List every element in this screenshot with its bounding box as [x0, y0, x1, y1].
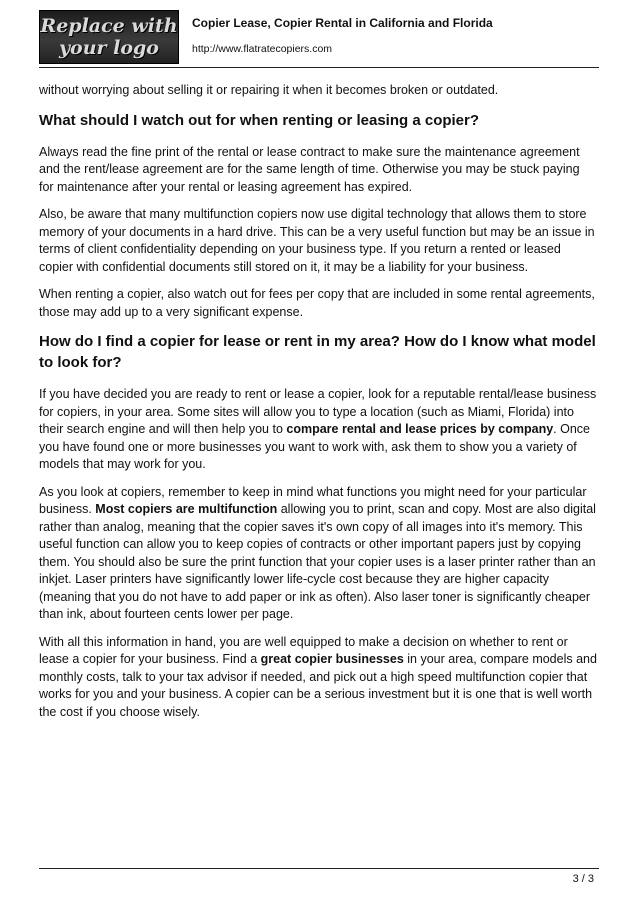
compare-prices-link[interactable]: compare rental and lease prices by company: [286, 422, 554, 436]
text-segment: in your area, compare models and monthly costs, talk to your tax advisor if needed, and pick out a high speed multifunction copier that works for you and your business. A copier can be a serious investment but it is one that is well worth the cost if you choose wisely.: [39, 652, 597, 719]
text-segment: If you have decided you are ready to rent or lease a copier, look for a reputable rental/lease business for copiers, in your area. Some sites will allow you to type a location (such as Miami, Florida) into their search engine and will then help you to: [39, 387, 597, 436]
text-segment: As you look at copiers, remember to keep in mind what functions you might need for your particular business.: [39, 484, 587, 516]
paragraph-conclusion: [39, 634, 597, 722]
text-segment: With all this information in hand, you are well equipped to make a decision on whether to rent or lease a copier for your business. Find a: [39, 634, 568, 666]
paragraph-digital-memory: Also, be aware that many multifunction copiers now use digital technology that allows them to store memory of your documents in a hard drive. This can be a very useful function but may be an issue in terms of client confidentiality depending on your business type. If you return a rented or leased copier with confidential documents still stored on it, it may be a liability for your business.: [39, 207, 595, 274]
document-body: [39, 82, 597, 731]
logo-text-line2: your logo: [58, 37, 159, 59]
header-divider: [39, 67, 599, 68]
text-segment: . Once you have found one or more businesses you want to work with, ask them to show you a variety of models that may work for you.: [39, 422, 590, 471]
multifunction-emphasis: Most copiers are multifunction: [95, 502, 278, 516]
logo-placeholder: [39, 10, 179, 64]
document-title: Copier Lease, Copier Rental in California and Florida: [192, 16, 493, 30]
great-copier-businesses-link[interactable]: great copier businesses: [260, 652, 404, 666]
page-number: 3 / 3: [572, 873, 594, 885]
paragraph-functions: [39, 484, 597, 624]
paragraph-fees: When renting a copier, also watch out for fees per copy that are included in some rental agreements, those may add up to a very significant expense.: [39, 287, 595, 319]
footer-divider: [39, 868, 599, 869]
paragraph-find-business: [39, 386, 597, 474]
heading-watch-out: What should I watch out for when renting or leasing a copier?: [39, 111, 480, 129]
logo-text-line1: Replace with: [40, 15, 178, 37]
heading-find-copier: How do I find a copier for lease or rent in my area? How do I know what model to look for?: [39, 333, 596, 371]
paragraph-fine-print: Always read the fine print of the rental or lease contract to make sure the maintenance agreement and the rent/lease agreement are for the same length of time. Otherwise you may be stuck paying for maintenance after your rental or leasing agreement has expired.: [39, 144, 580, 194]
text-segment: allowing you to print, scan and copy. Most are also digital rather than analog, meaning that the copier saves it's own copy of all images into it's memory. This useful function can allow you to keep copies of contracts or other important papers just by copying them. You should also be sure the print function that your copier uses is a laser printer rather than an inkjet. Laser printers have significantly lower life-cycle cost because they are higher capacity (meaning that you do not have to add paper or ink as often). Also laser toner is significantly cheaper than ink, about fourteen cents lower per page.: [39, 502, 596, 621]
site-url-link[interactable]: http://www.flatratecopiers.com: [192, 43, 333, 55]
paragraph-continuation: without worrying about selling it or repairing it when it becomes broken or outdated.: [39, 83, 499, 97]
page-header: [39, 10, 599, 72]
